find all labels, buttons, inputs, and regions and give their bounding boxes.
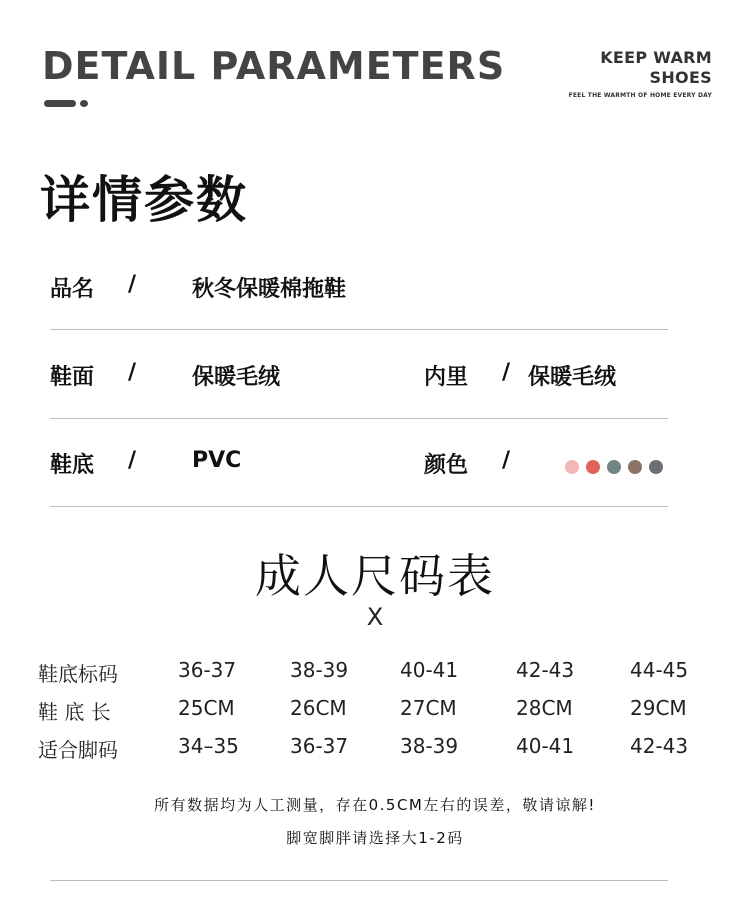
- size-table: [38, 658, 718, 772]
- param-value-name: 秋冬保暖棉拖鞋: [192, 277, 347, 302]
- brand-block: [569, 48, 712, 99]
- size-cell: 38-39: [290, 658, 349, 682]
- param-row-name: [50, 272, 668, 312]
- header-decoration: [44, 100, 92, 108]
- color-swatch-gray: [649, 460, 663, 474]
- size-cell: 27CM: [400, 696, 457, 720]
- param-row-upper-lining: [50, 360, 668, 400]
- size-chart-mark: X: [366, 603, 384, 631]
- divider-line: [50, 506, 668, 507]
- param-row-sole-color: [50, 448, 668, 488]
- size-cell: 40-41: [400, 658, 459, 682]
- size-cell: 36-37: [290, 734, 349, 758]
- brand-line-2: SHOES: [649, 68, 712, 87]
- size-chart-title: 成人尺码表: [255, 549, 495, 603]
- size-row-label: 适合脚码: [38, 738, 118, 762]
- param-separator: /: [128, 360, 137, 385]
- measurement-note: 所有数据均为人工测量，存在0.5CM左右的误差，敬请谅解!: [154, 796, 596, 814]
- param-separator: /: [128, 272, 137, 297]
- size-cell: 38-39: [400, 734, 459, 758]
- param-value-upper: 保暖毛绒: [192, 365, 281, 390]
- param-label-color: 颜色: [424, 453, 469, 478]
- param-separator: /: [502, 360, 511, 385]
- param-label-name: 品名: [50, 277, 95, 302]
- size-cell: 26CM: [290, 696, 347, 720]
- size-cell: 44-45: [630, 658, 689, 682]
- size-cell: 36-37: [178, 658, 237, 682]
- param-label-lining: 内里: [424, 365, 469, 390]
- size-row-sole-code: [38, 658, 718, 696]
- divider-line: [50, 418, 668, 419]
- size-row-fit-size: [38, 734, 718, 772]
- color-swatch-brown: [628, 460, 642, 474]
- color-swatch-pink: [565, 460, 579, 474]
- brand-line-1: KEEP WARM: [600, 48, 712, 67]
- size-cell: 34–35: [178, 734, 239, 758]
- size-cell: 25CM: [178, 696, 235, 720]
- param-separator: /: [502, 448, 511, 473]
- size-row-label: 鞋底标码: [38, 662, 118, 686]
- size-row-label: 鞋 底 长: [38, 700, 111, 724]
- param-label-sole: 鞋底: [50, 453, 95, 478]
- decoration-dot: [80, 100, 88, 107]
- param-separator: /: [128, 448, 137, 473]
- color-swatch-red: [586, 460, 600, 474]
- decoration-bar: [44, 100, 76, 107]
- brand-tagline: FEEL THE WARMTH OF HOME EVERY DAY: [568, 92, 712, 99]
- size-cell: 40-41: [516, 734, 575, 758]
- param-value-lining: 保暖毛绒: [528, 365, 617, 390]
- divider-line: [50, 329, 668, 330]
- size-cell: 42-43: [516, 658, 575, 682]
- divider-line: [50, 880, 668, 881]
- size-cell: 42-43: [630, 734, 689, 758]
- size-advice-note: 脚宽脚胖请选择大1-2码: [286, 829, 464, 847]
- param-value-sole: PVC: [192, 448, 242, 473]
- size-row-sole-length: [38, 696, 718, 734]
- color-swatch-teal: [607, 460, 621, 474]
- size-cell: 29CM: [630, 696, 687, 720]
- section-title: 详情参数: [40, 171, 248, 229]
- page-header-title: DETAIL PARAMETERS: [42, 44, 506, 88]
- size-cell: 28CM: [516, 696, 573, 720]
- param-label-upper: 鞋面: [50, 365, 95, 390]
